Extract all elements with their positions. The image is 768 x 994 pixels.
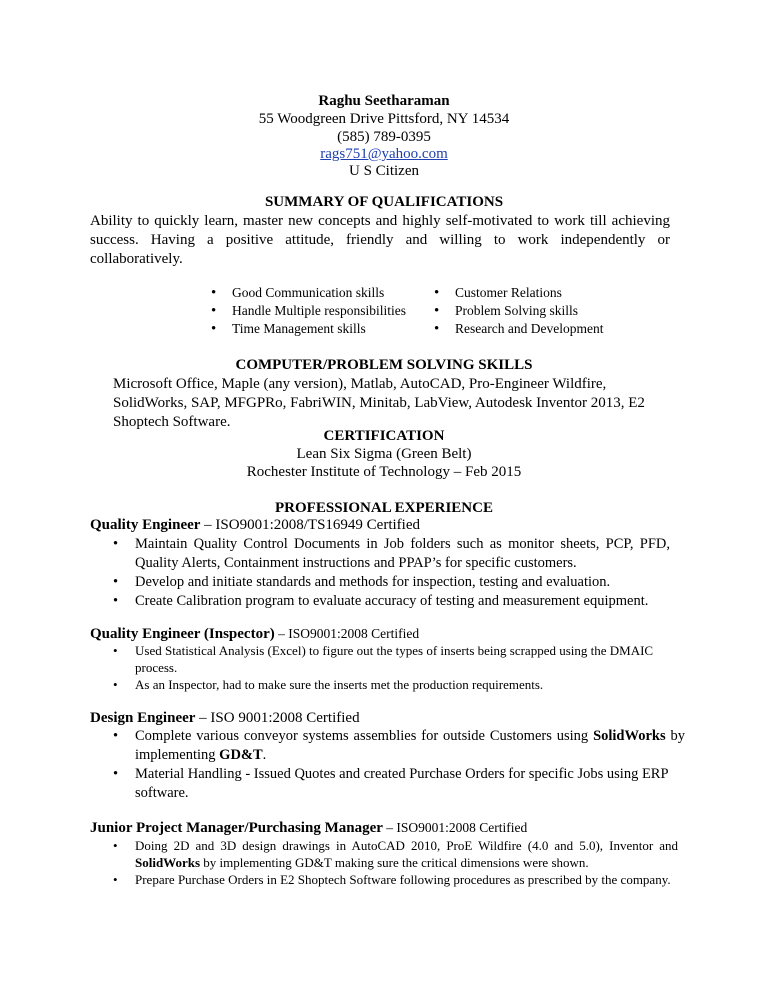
skills-list-right	[432, 284, 603, 338]
job-role: Junior Project Manager/Purchasing Manager	[90, 820, 383, 836]
list-item: • Complete various conveyor systems assemblies for outside Customers using SolidWorks by implementing GD&T.	[110, 727, 685, 765]
address: 55 Woodgreen Drive Pittsford, NY 14534	[258, 111, 510, 127]
list-item: • Develop and initiate standards and methods for inspection, testing and evaluation.	[110, 573, 670, 592]
certification-name: Lean Six Sigma (Green Belt)	[296, 446, 472, 462]
list-item: • Create Calibration program to evaluate accuracy of testing and measurement equipment.	[110, 592, 670, 611]
gdt-bold: GD&T	[219, 747, 263, 763]
skill-item: • Customer Relations	[432, 284, 603, 302]
citizenship: U S Citizen	[349, 163, 419, 179]
phone: (585) 789-0395	[337, 129, 431, 145]
job-role: Design Engineer	[90, 710, 196, 726]
job-bullets	[110, 642, 660, 693]
list-item: • Prepare Purchase Orders in E2 Shoptech Software following procedures as prescribed by the company.	[110, 871, 678, 888]
list-item: • Doing 2D and 3D design drawings in AutoCAD 2010, ProE Wildfire (4.0 and 5.0), Inventor and SolidWorks by implementing GD&T making sure the critical dimensions were shown.	[110, 837, 678, 871]
skill-item: • Handle Multiple responsibilities	[209, 302, 406, 320]
job-title	[90, 820, 527, 837]
solidworks-bold: SolidWorks	[593, 728, 666, 744]
job-role: Quality Engineer	[90, 517, 201, 533]
experience-heading: PROFESSIONAL EXPERIENCE	[275, 500, 493, 516]
certification-heading: CERTIFICATION	[323, 428, 445, 444]
computer-skills-text: Microsoft Office, Maple (any version), Matlab, AutoCAD, Pro-Engineer Wildfire, SolidWorks, SAP, MFGPRo, FabriWIN, Minitab, LabView, Autodesk Inventor 2013, E2 Shoptech Software.	[113, 376, 645, 430]
skill-item: • Good Communication skills	[209, 284, 406, 302]
list-item: • Maintain Quality Control Documents in Job folders such as monitor sheets, PCP, PFD, Quality Alerts, Containment instructions and PPAP’s for specific customers.	[110, 535, 670, 573]
job-bullets	[110, 837, 678, 888]
skill-item: • Time Management skills	[209, 320, 406, 338]
certification-institute: Rochester Institute of Technology – Feb 2015	[246, 464, 522, 480]
email-link[interactable]: rags751@yahoo.com	[320, 146, 448, 162]
skill-item: • Problem Solving skills	[432, 302, 603, 320]
job-certification: – ISO9001:2008 Certified	[274, 626, 420, 641]
job-title	[90, 710, 360, 727]
summary-heading: SUMMARY OF QUALIFICATIONS	[264, 194, 504, 210]
candidate-name: Raghu Seetharaman	[318, 93, 450, 109]
computer-skills-heading: COMPUTER/PROBLEM SOLVING SKILLS	[235, 357, 533, 373]
list-item: • Used Statistical Analysis (Excel) to figure out the types of inserts being scrapped using the DMAIC process.	[110, 642, 660, 676]
job-title	[90, 517, 420, 534]
summary-text: Ability to quickly learn, master new concepts and highly self-motivated to work till achieving success. Having a positive attitude, friendly and willing to work independently or collaboratively.	[90, 213, 670, 267]
job-certification: – ISO 9001:2008 Certified	[195, 710, 360, 726]
list-item: • Material Handling - Issued Quotes and created Purchase Orders for specific Jobs using ERP software.	[110, 765, 685, 803]
skill-item: • Research and Development	[432, 320, 603, 338]
job-bullets	[110, 727, 685, 803]
solidworks-bold: SolidWorks	[135, 855, 201, 870]
job-title	[90, 626, 419, 643]
job-role: Quality Engineer (Inspector)	[90, 626, 275, 642]
job-bullets	[110, 535, 670, 611]
list-item: • As an Inspector, had to make sure the inserts met the production requirements.	[110, 676, 660, 693]
skills-list-left	[209, 284, 406, 338]
job-certification: – ISO9001:2008 Certified	[382, 820, 528, 835]
job-certification: – ISO9001:2008/TS16949 Certified	[200, 517, 420, 533]
